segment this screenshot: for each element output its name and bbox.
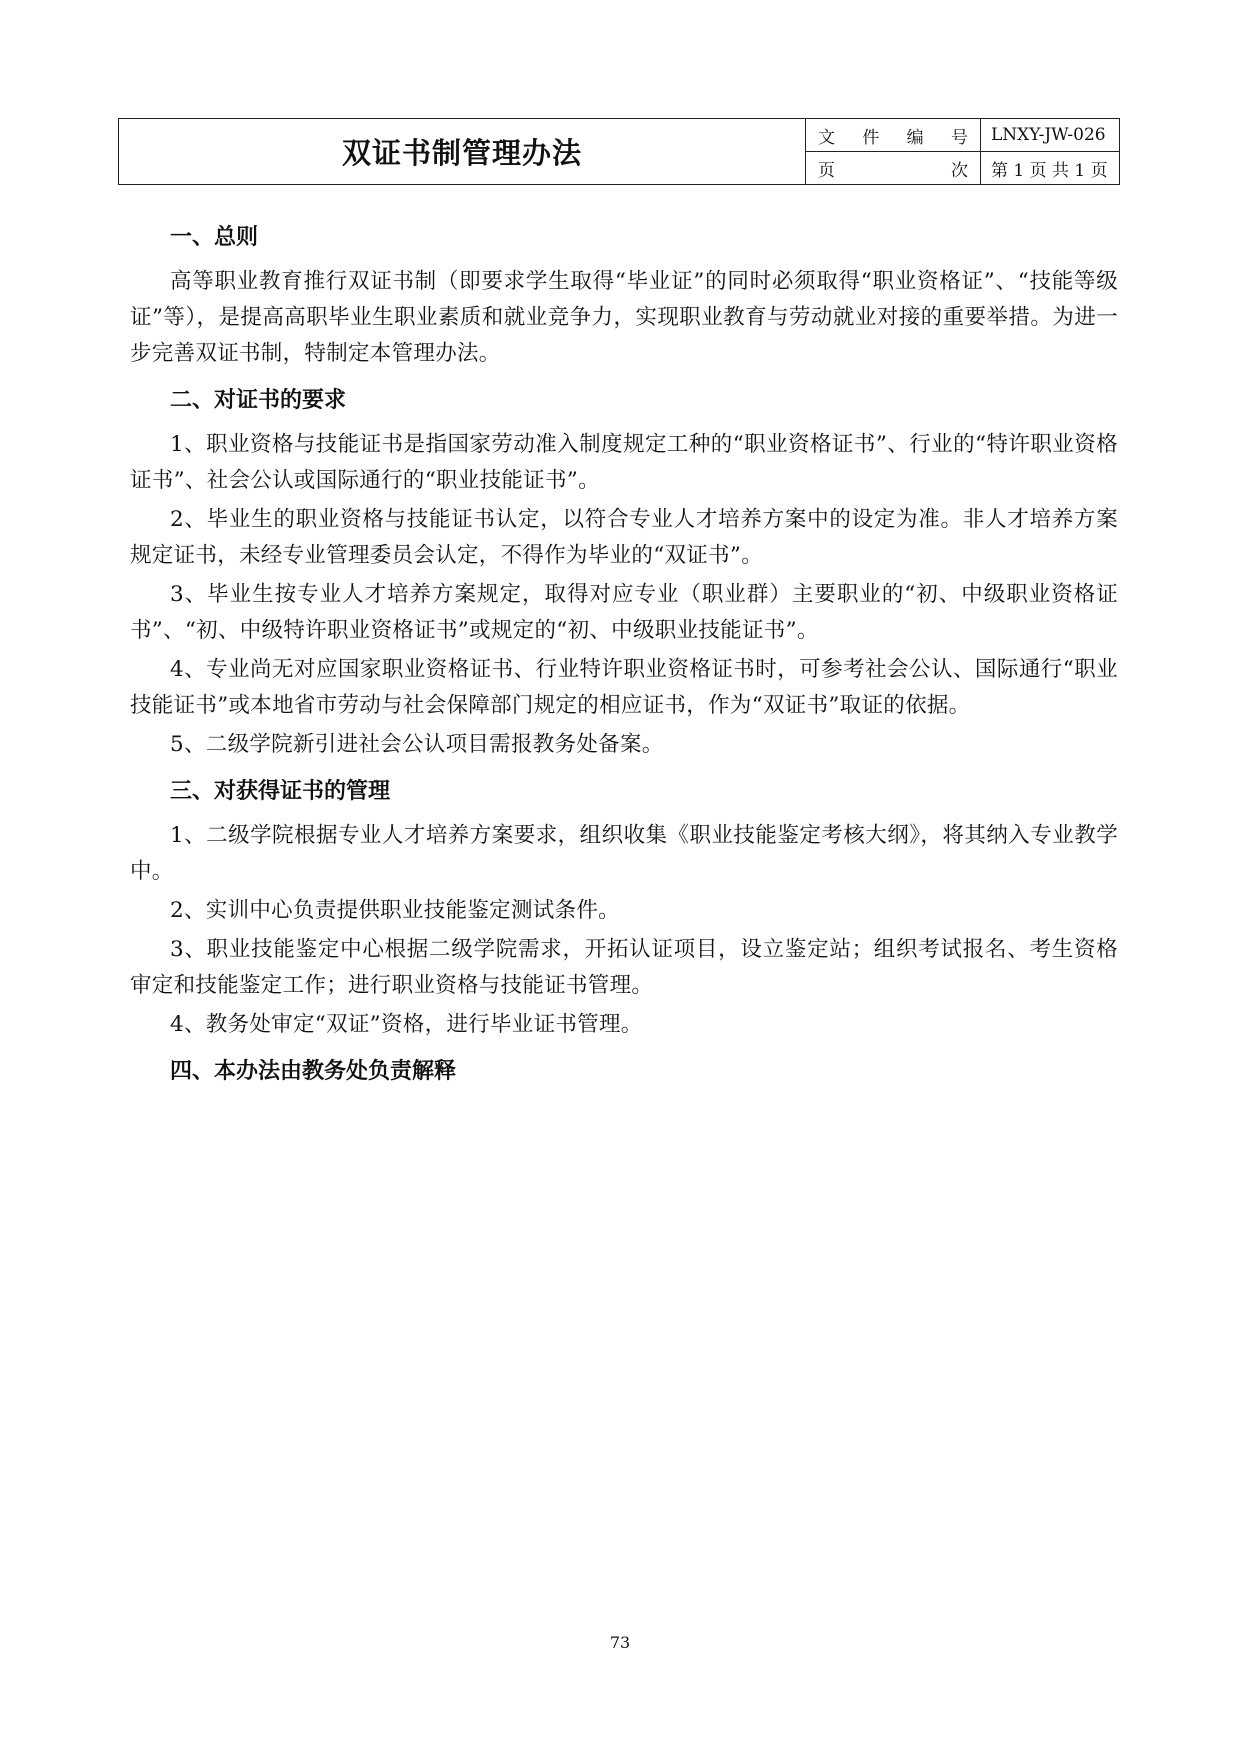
doc-number-label-char: 号: [950, 127, 968, 148]
paragraph: 2、毕业生的职业资格与技能证书认定，以符合专业人才培养方案中的设定为准。非人才培养方案规定证书，未经专业管理委员会认定，不得作为毕业的“双证书”。: [130, 507, 1118, 568]
page-count-value: 第 1 页 共 1 页: [981, 152, 1120, 185]
section-heading: 二、对证书的要求: [170, 388, 347, 413]
doc-number-label-char: 编: [906, 127, 924, 148]
page-number: 73: [609, 1633, 631, 1652]
paragraph: 4、专业尚无对应国家职业资格证书、行业特许职业资格证书时，可参考社会公认、国际通行“职业技能证书”或本地省市劳动与社会保障部门规定的相应证书，作为“双证书”取证的依据。: [130, 657, 1118, 718]
page-label-char: 次: [951, 160, 968, 181]
paragraph: 2、实训中心负责提供职业技能鉴定测试条件。: [170, 898, 620, 923]
section-heading: 一、总则: [170, 225, 259, 250]
paragraph: 3、毕业生按专业人才培养方案规定，取得对应专业（职业群）主要职业的“初、中级职业资格证书”、“初、中级特许职业资格证书”或规定的“初、中级职业技能证书”。: [130, 582, 1118, 643]
doc-number-label: [806, 119, 981, 152]
paragraph: 4、教务处审定“双证”资格，进行毕业证书管理。: [170, 1012, 643, 1037]
page-label: [806, 152, 981, 185]
document-header-table: [118, 118, 1120, 185]
document-body: [130, 222, 1118, 1098]
paragraph: 1、二级学院根据专业人才培养方案要求，组织收集《职业技能鉴定考核大纲》，将其纳入专业教学中。: [130, 823, 1118, 884]
section-heading: 四、本办法由教务处负责解释: [170, 1059, 457, 1084]
paragraph: 5、二级学院新引进社会公认项目需报教务处备案。: [170, 732, 664, 757]
paragraph: 3、职业技能鉴定中心根据二级学院需求，开拓认证项目，设立鉴定站；组织考试报名、考生资格审定和技能鉴定工作；进行职业资格与技能证书管理。: [130, 937, 1118, 998]
doc-number-label-char: 件: [862, 127, 880, 148]
paragraph: 高等职业教育推行双证书制（即要求学生取得“毕业证”的同时必须取得“职业资格证”、“技能等级证”等），是提高高职毕业生职业素质和就业竞争力，实现职业教育与劳动就业对接的重要举措。为进一步完善双证书制，特制定本管理办法。: [130, 269, 1118, 366]
doc-number-value: LNXY-JW-026: [981, 119, 1120, 152]
doc-number-label-char: 文: [818, 127, 835, 148]
document-title: 双证书制管理办法: [119, 119, 806, 185]
section-heading: 三、对获得证书的管理: [170, 779, 391, 804]
page-label-char: 页: [818, 160, 835, 181]
paragraph: 1、职业资格与技能证书是指国家劳动准入制度规定工种的“职业资格证书”、行业的“特许职业资格证书”、社会公认或国际通行的“职业技能证书”。: [130, 432, 1118, 493]
